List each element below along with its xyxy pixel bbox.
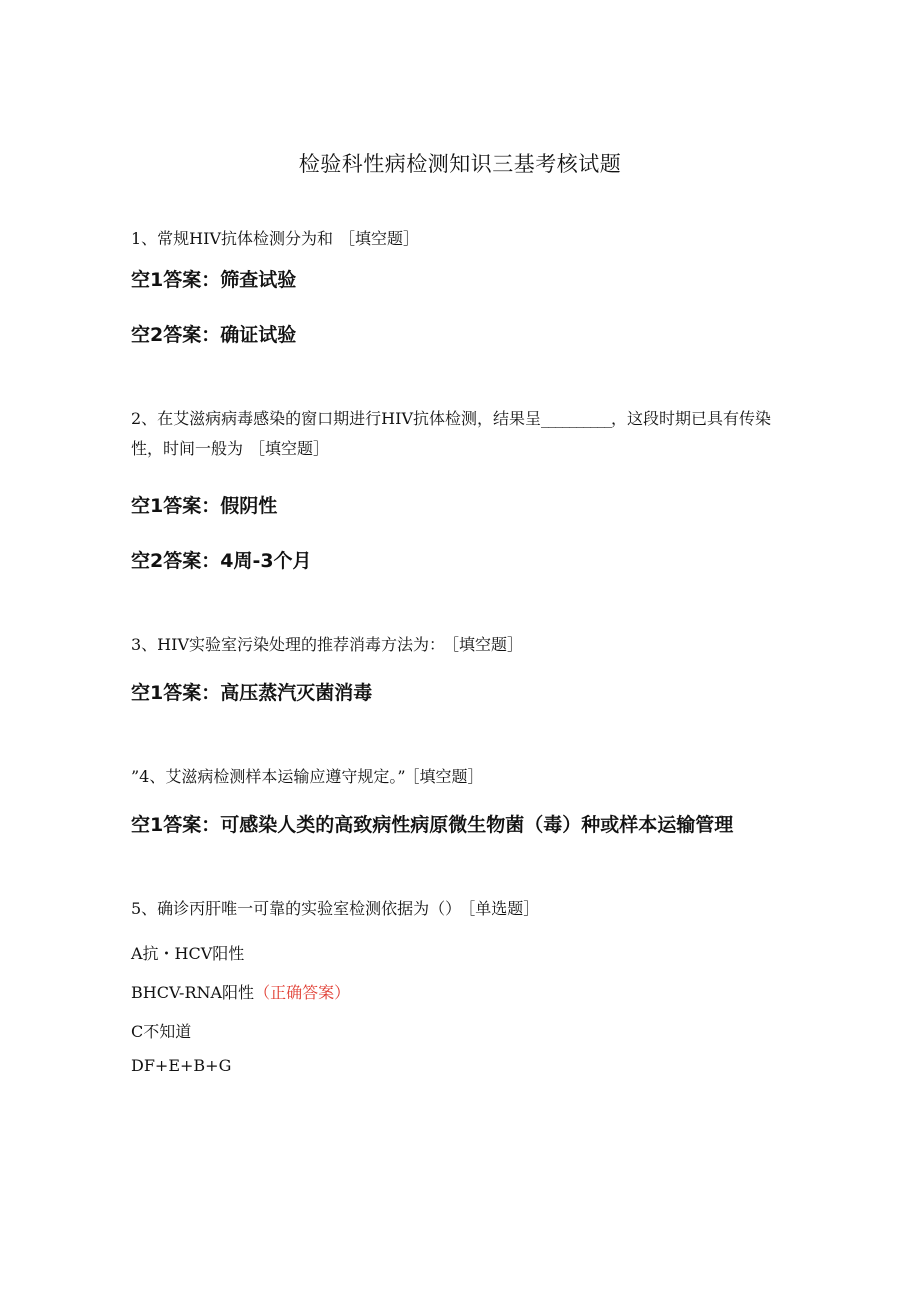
question-type-tag: ［单选题］ [467, 899, 540, 918]
answer-4-1: 空1答案：可感染人类的高致病性病原微生物菌（毒）种或样本运输管理 [131, 814, 734, 836]
correct-answer-label: （正确答案） [254, 983, 351, 1002]
answer-1-1: 空1答案：筛查试验 [131, 269, 297, 291]
answer-3-1: 空1答案：高压蒸汽灭菌消毒 [131, 682, 373, 704]
option-a [131, 941, 244, 964]
question-2 [131, 404, 781, 464]
option-text: DF+E+B+G [131, 1056, 232, 1075]
option-text: BHCV-RNA阳性 [131, 983, 255, 1002]
option-text: A抗・HCV阳性 [131, 944, 245, 963]
answer-blank: __________ [541, 409, 612, 428]
question-text: 2、在艾滋病病毒感染的窗口期进行HIV抗体检测，结果呈 [131, 409, 542, 428]
question-text-cont: ，这段时期已具有传染性，时间一般为 [131, 409, 772, 458]
page-title: 检验科性病检测知识三基考核试题 [298, 152, 622, 176]
question-type-tag: ［填空题］ [411, 767, 484, 786]
question-type-tag: ［填空题］ [339, 229, 420, 248]
option-text: C不知道 [131, 1022, 192, 1041]
question-text: ”4、艾滋病检测样本运输应遵守规定。” [131, 767, 406, 786]
question-3 [131, 630, 781, 660]
answer-2-1: 空1答案：假阴性 [131, 495, 278, 517]
question-text: 1、常规HIV抗体检测分为和 [131, 229, 334, 248]
option-d [131, 1056, 231, 1075]
question-1 [131, 224, 781, 254]
answer-1-2: 空2答案：确证试验 [131, 324, 297, 346]
question-text: 5、确诊丙肝唯一可靠的实验室检测依据为（） [131, 899, 462, 918]
question-5 [131, 894, 781, 924]
question-4 [131, 762, 781, 792]
answer-2-2: 空2答案：4周-3个月 [131, 550, 312, 572]
question-type-tag: ［填空题］ [451, 635, 524, 654]
option-c [131, 1019, 191, 1042]
option-b [131, 980, 350, 1003]
question-type-tag: ［填空题］ [249, 439, 330, 458]
question-text: 3、HIV实验室污染处理的推荐消毒方法为： [131, 635, 446, 654]
